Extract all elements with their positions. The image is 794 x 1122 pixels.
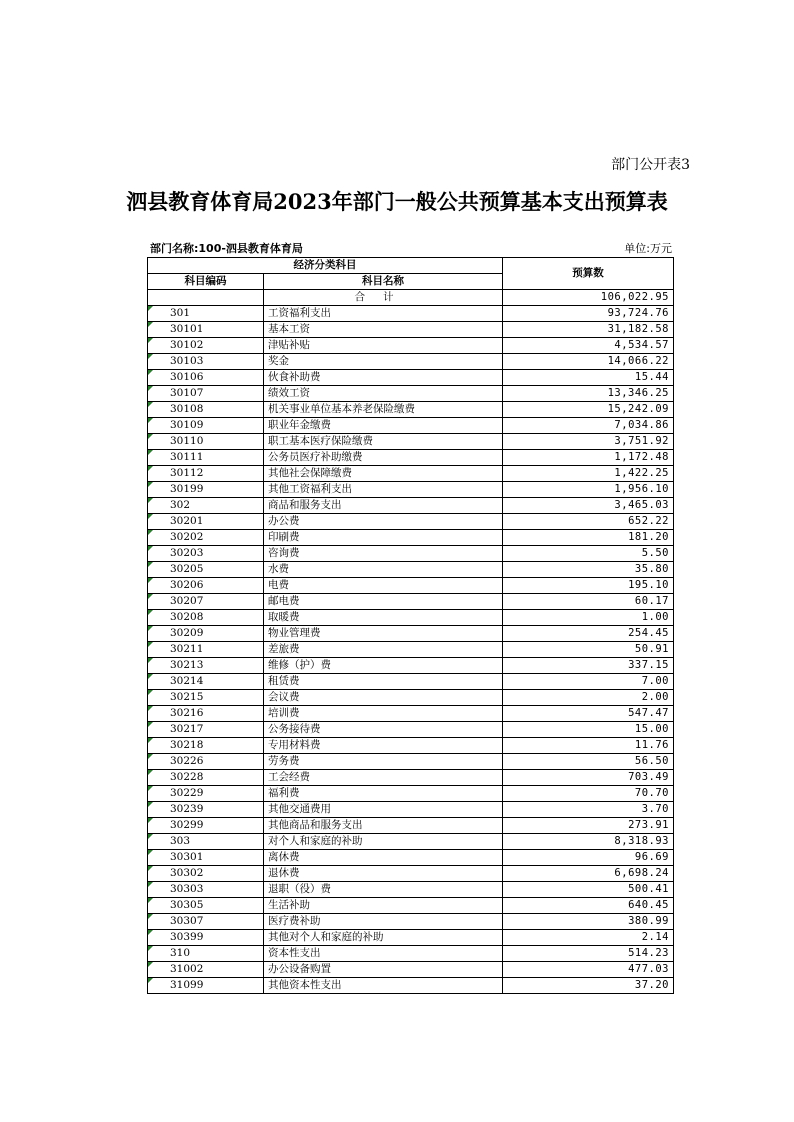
subject-code-cell [148,690,264,706]
budget-amount: 15.00 [503,722,674,738]
cell-comment-marker-icon [148,914,153,919]
table-row [148,450,674,466]
budget-amount: 35.80 [503,562,674,578]
table-row [148,722,674,738]
subject-name: 离休费 [264,850,503,866]
subject-code-cell [148,610,264,626]
table-row [148,386,674,402]
subject-code-cell [148,802,264,818]
subject-name: 劳务费 [264,754,503,770]
header-economic-classification: 经济分类科目 [148,258,503,274]
table-row [148,370,674,386]
subject-name: 公务接待费 [264,722,503,738]
cell-comment-marker-icon [148,642,153,647]
subject-code-cell [148,642,264,658]
subject-code-cell [148,562,264,578]
budget-amount: 5.50 [503,546,674,562]
cell-comment-marker-icon [148,322,153,327]
cell-comment-marker-icon [148,706,153,711]
table-row [148,898,674,914]
total-row [148,290,674,306]
subject-name: 物业管理费 [264,626,503,642]
subject-code: 30228 [170,771,204,783]
budget-amount: 7.00 [503,674,674,690]
budget-amount: 254.45 [503,626,674,642]
budget-amount: 96.69 [503,850,674,866]
budget-amount: 14,066.22 [503,354,674,370]
subject-code-cell [148,546,264,562]
subject-code: 30107 [170,387,204,399]
subject-code: 30112 [170,467,204,479]
table-row [148,578,674,594]
subject-code-cell [148,322,264,338]
cell-comment-marker-icon [148,690,153,695]
subject-code-cell [148,850,264,866]
subject-code-cell [148,498,264,514]
subject-name: 其他交通费用 [264,802,503,818]
subject-code-cell [148,418,264,434]
table-row [148,658,674,674]
subject-code: 30229 [170,787,204,799]
subject-code: 30207 [170,595,204,607]
subject-code: 30305 [170,899,204,911]
table-row [148,834,674,850]
subject-name: 对个人和家庭的补助 [264,834,503,850]
budget-amount: 1,172.48 [503,450,674,466]
subject-name: 会议费 [264,690,503,706]
cell-comment-marker-icon [148,946,153,951]
subject-code-cell [148,962,264,978]
table-row [148,754,674,770]
subject-code-cell [148,626,264,642]
table-row [148,882,674,898]
table-row [148,530,674,546]
subject-name: 差旅费 [264,642,503,658]
subject-name: 绩效工资 [264,386,503,402]
budget-amount: 7,034.86 [503,418,674,434]
budget-amount: 50.91 [503,642,674,658]
subject-code-cell [148,930,264,946]
table-row [148,594,674,610]
subject-name: 生活补助 [264,898,503,914]
subject-code: 30218 [170,739,204,751]
cell-comment-marker-icon [148,898,153,903]
department-name: 部门名称:100-泗县教育体育局 [150,242,303,255]
subject-code-cell [148,882,264,898]
header-subject-name: 科目名称 [264,274,503,290]
subject-code: 302 [170,499,191,511]
budget-amount: 13,346.25 [503,386,674,402]
cell-comment-marker-icon [148,530,153,535]
subject-code-cell [148,450,264,466]
subject-code: 30399 [170,931,204,943]
cell-comment-marker-icon [148,818,153,823]
subject-code-cell [148,834,264,850]
subject-name: 津贴补贴 [264,338,503,354]
table-row [148,674,674,690]
budget-amount: 11.76 [503,738,674,754]
subject-code-cell [148,466,264,482]
cell-comment-marker-icon [148,610,153,615]
subject-name: 维修（护）费 [264,658,503,674]
subject-name: 专用材料费 [264,738,503,754]
subject-code: 30226 [170,755,204,767]
subject-name: 退职（役）费 [264,882,503,898]
cell-comment-marker-icon [148,674,153,679]
subject-code: 30299 [170,819,204,831]
subject-name: 邮电费 [264,594,503,610]
table-row [148,962,674,978]
table-row [148,978,674,994]
table-row [148,562,674,578]
table-row [148,770,674,786]
budget-amount: 195.10 [503,578,674,594]
cell-comment-marker-icon [148,482,153,487]
subject-code: 30307 [170,915,204,927]
subject-code: 30206 [170,579,204,591]
cell-comment-marker-icon [148,850,153,855]
subject-code: 30239 [170,803,204,815]
cell-comment-marker-icon [148,754,153,759]
subject-name: 基本工资 [264,322,503,338]
table-row [148,706,674,722]
cell-comment-marker-icon [148,738,153,743]
budget-amount: 15,242.09 [503,402,674,418]
budget-amount: 1.00 [503,610,674,626]
page-title: 泗县教育体育局2023年部门一般公共预算基本支出预算表 [126,189,668,214]
subject-name: 商品和服务支出 [264,498,503,514]
subject-name: 取暖费 [264,610,503,626]
budget-amount: 380.99 [503,914,674,930]
budget-amount: 1,422.25 [503,466,674,482]
subject-code: 30215 [170,691,204,703]
table-row [148,738,674,754]
subject-name: 其他对个人和家庭的补助 [264,930,503,946]
budget-amount: 3,465.03 [503,498,674,514]
budget-amount: 1,956.10 [503,482,674,498]
cell-comment-marker-icon [148,450,153,455]
subject-code-cell [148,722,264,738]
table-row [148,466,674,482]
table-row [148,786,674,802]
table-row [148,866,674,882]
cell-comment-marker-icon [148,546,153,551]
table-row [148,850,674,866]
document-number-label: 部门公开表3 [611,157,690,173]
table-row [148,626,674,642]
cell-comment-marker-icon [148,514,153,519]
subject-code-cell [148,434,264,450]
budget-amount: 70.70 [503,786,674,802]
subject-code: 303 [170,835,191,847]
budget-amount: 6,698.24 [503,866,674,882]
cell-comment-marker-icon [148,866,153,871]
cell-comment-marker-icon [148,962,153,967]
cell-comment-marker-icon [148,594,153,599]
subject-code-cell [148,978,264,994]
subject-code: 30109 [170,419,204,431]
table-row [148,418,674,434]
cell-comment-marker-icon [148,722,153,727]
budget-amount: 3.70 [503,802,674,818]
subject-code-cell [148,482,264,498]
total-value: 106,022.95 [503,290,674,306]
subject-name: 水费 [264,562,503,578]
subject-code-cell [148,914,264,930]
subject-name: 办公设备购置 [264,962,503,978]
table-row [148,402,674,418]
subject-code-cell [148,818,264,834]
table-row [148,322,674,338]
subject-code: 301 [170,307,191,319]
subject-code: 30110 [170,435,204,447]
cell-comment-marker-icon [148,658,153,663]
subject-code-cell [148,306,264,322]
budget-amount: 337.15 [503,658,674,674]
cell-comment-marker-icon [148,786,153,791]
table-row [148,946,674,962]
subject-name: 医疗费补助 [264,914,503,930]
table-row [148,690,674,706]
budget-amount: 60.17 [503,594,674,610]
subject-name: 办公费 [264,514,503,530]
subject-code-cell [148,354,264,370]
budget-amount: 477.03 [503,962,674,978]
subject-name: 其他资本性支出 [264,978,503,994]
cell-comment-marker-icon [148,882,153,887]
subject-code-cell [148,530,264,546]
subject-name: 公务员医疗补助缴费 [264,450,503,466]
subject-code: 30203 [170,547,204,559]
subject-code: 30106 [170,371,204,383]
subject-name: 机关事业单位基本养老保险缴费 [264,402,503,418]
table-row [148,642,674,658]
subject-name: 培训费 [264,706,503,722]
subject-code: 30108 [170,403,204,415]
budget-amount: 15.44 [503,370,674,386]
budget-amount: 56.50 [503,754,674,770]
subject-code-cell [148,674,264,690]
subject-name: 福利费 [264,786,503,802]
subject-code: 310 [170,947,191,959]
table-row [148,514,674,530]
subject-name: 伙食补助费 [264,370,503,386]
cell-comment-marker-icon [148,338,153,343]
cell-comment-marker-icon [148,402,153,407]
budget-amount: 2.00 [503,690,674,706]
cell-comment-marker-icon [148,930,153,935]
subject-code: 30199 [170,483,204,495]
total-label: 合计 [264,290,503,306]
unit-label: 单位:万元 [624,242,672,255]
cell-comment-marker-icon [148,834,153,839]
budget-amount: 273.91 [503,818,674,834]
subject-code-cell [148,402,264,418]
subject-code: 30205 [170,563,204,575]
budget-amount: 93,724.76 [503,306,674,322]
subject-code-cell [148,658,264,674]
subject-code: 30102 [170,339,204,351]
subject-code-cell [148,594,264,610]
subject-name: 印刷费 [264,530,503,546]
table-row [148,498,674,514]
cell-comment-marker-icon [148,578,153,583]
table-row [148,818,674,834]
subject-name: 其他商品和服务支出 [264,818,503,834]
subject-code: 30216 [170,707,204,719]
subject-name: 咨询费 [264,546,503,562]
table-row [148,930,674,946]
subject-code: 30103 [170,355,204,367]
subject-code: 30217 [170,723,204,735]
subject-code-cell [148,706,264,722]
subject-code-cell [148,514,264,530]
budget-amount: 703.49 [503,770,674,786]
subject-name: 职工基本医疗保险缴费 [264,434,503,450]
budget-amount: 4,534.57 [503,338,674,354]
table-row [148,338,674,354]
subject-code: 30101 [170,323,204,335]
subject-code: 30201 [170,515,204,527]
table-row [148,914,674,930]
budget-amount: 514.23 [503,946,674,962]
cell-comment-marker-icon [148,498,153,503]
header-subject-code: 科目编码 [148,274,264,290]
total-code-cell [148,290,264,306]
cell-comment-marker-icon [148,418,153,423]
table-body [148,290,674,994]
cell-comment-marker-icon [148,354,153,359]
subject-code: 30303 [170,883,204,895]
cell-comment-marker-icon [148,978,153,983]
cell-comment-marker-icon [148,306,153,311]
cell-comment-marker-icon [148,370,153,375]
subject-code-cell [148,578,264,594]
subject-code-cell [148,738,264,754]
subject-code-cell [148,386,264,402]
subject-code-cell [148,898,264,914]
budget-amount: 3,751.92 [503,434,674,450]
header-budget-amount: 预算数 [503,258,674,290]
cell-comment-marker-icon [148,626,153,631]
subject-code: 30208 [170,611,204,623]
subject-code-cell [148,866,264,882]
subject-code: 31002 [170,963,204,975]
cell-comment-marker-icon [148,562,153,567]
budget-table [147,257,674,994]
cell-comment-marker-icon [148,466,153,471]
subject-name: 奖金 [264,354,503,370]
subject-code: 30214 [170,675,204,687]
subject-code-cell [148,370,264,386]
table-header [148,258,674,290]
cell-comment-marker-icon [148,434,153,439]
subject-name: 工资福利支出 [264,306,503,322]
subject-name: 租赁费 [264,674,503,690]
table-row [148,546,674,562]
subject-code-cell [148,338,264,354]
budget-amount: 652.22 [503,514,674,530]
table-row [148,306,674,322]
cell-comment-marker-icon [148,386,153,391]
budget-amount: 640.45 [503,898,674,914]
budget-amount: 8,318.93 [503,834,674,850]
subject-code: 30213 [170,659,204,671]
table-row [148,354,674,370]
subject-code: 30211 [170,643,204,655]
subject-code-cell [148,770,264,786]
table-row [148,482,674,498]
subject-name: 工会经费 [264,770,503,786]
subject-name: 退休费 [264,866,503,882]
subject-name: 电费 [264,578,503,594]
subject-code: 30202 [170,531,204,543]
subject-code-cell [148,946,264,962]
subject-code-cell [148,754,264,770]
subject-code: 31099 [170,979,204,991]
subject-name: 其他工资福利支出 [264,482,503,498]
budget-amount: 2.14 [503,930,674,946]
subject-name: 职业年金缴费 [264,418,503,434]
cell-comment-marker-icon [148,770,153,775]
budget-amount: 500.41 [503,882,674,898]
budget-amount: 31,182.58 [503,322,674,338]
subject-code: 30111 [170,451,204,463]
cell-comment-marker-icon [148,802,153,807]
subject-name: 其他社会保障缴费 [264,466,503,482]
subject-code: 30302 [170,867,204,879]
budget-amount: 181.20 [503,530,674,546]
table-row [148,802,674,818]
subject-code-cell [148,786,264,802]
subject-code: 30301 [170,851,204,863]
budget-amount: 547.47 [503,706,674,722]
table-row [148,434,674,450]
subject-code: 30209 [170,627,204,639]
budget-amount: 37.20 [503,978,674,994]
table-row [148,610,674,626]
subject-name: 资本性支出 [264,946,503,962]
